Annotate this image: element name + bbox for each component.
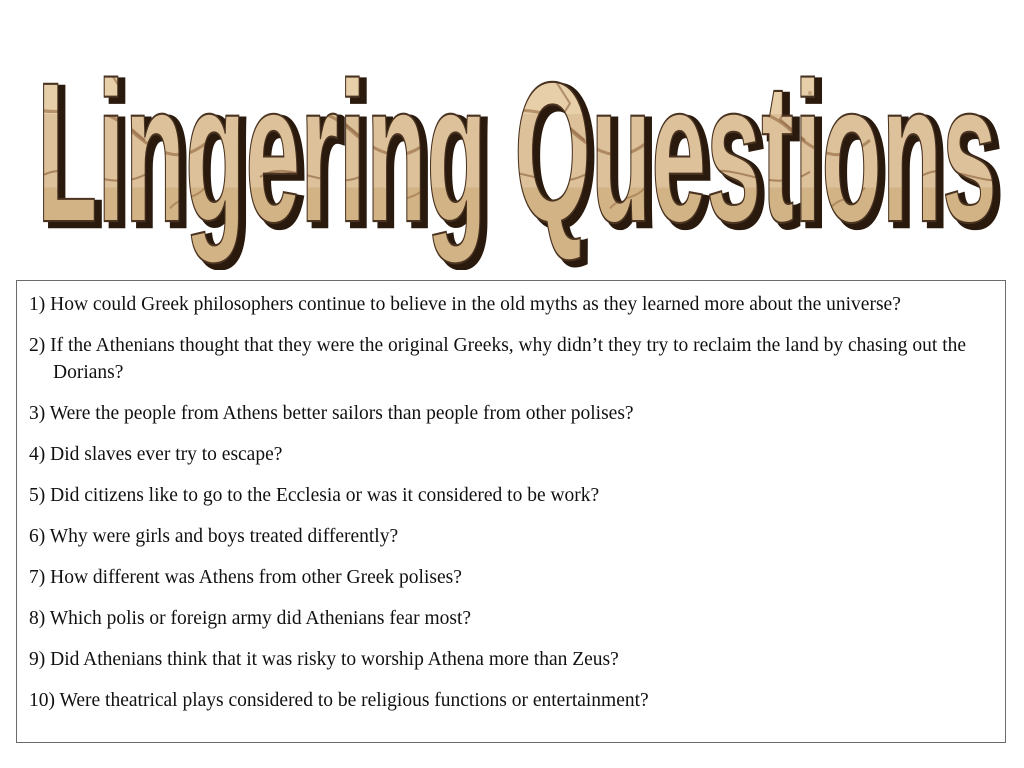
question-number: 5) bbox=[29, 485, 46, 506]
questions-list bbox=[29, 291, 991, 714]
question-item bbox=[29, 332, 991, 386]
question-number: 4) bbox=[29, 444, 46, 465]
question-item bbox=[29, 400, 991, 427]
question-text: How different was Athens from other Greek polises? bbox=[50, 567, 462, 588]
question-text: Did Athenians think that it was risky to worship Athena more than Zeus? bbox=[50, 649, 619, 670]
question-item bbox=[29, 564, 991, 591]
question-item bbox=[29, 646, 991, 673]
question-item bbox=[29, 291, 991, 318]
question-text: Were the people from Athens better sailors than people from other polises? bbox=[49, 403, 634, 424]
title-svg bbox=[0, 30, 1024, 270]
question-text: If the Athenians thought that they were the original Greeks, why didn’t they try to reclaim the land by chasing out the Dorians? bbox=[50, 335, 967, 383]
title-shadow: Lingering Questions bbox=[43, 45, 1004, 269]
question-item bbox=[29, 605, 991, 632]
question-number: 2) bbox=[29, 335, 46, 356]
question-number: 6) bbox=[29, 526, 46, 547]
question-item bbox=[29, 523, 991, 550]
question-text: Did slaves ever try to escape? bbox=[50, 444, 283, 465]
question-text: Did citizens like to go to the Ecclesia or was it considered to be work? bbox=[50, 485, 600, 506]
question-text: Were theatrical plays considered to be religious functions or entertainment? bbox=[59, 690, 649, 711]
question-item bbox=[29, 687, 991, 714]
questions-box bbox=[16, 280, 1006, 743]
question-number: 3) bbox=[29, 403, 46, 424]
question-text: Why were girls and boys treated differently? bbox=[49, 526, 399, 547]
question-number: 10) bbox=[29, 690, 55, 711]
question-item bbox=[29, 441, 991, 468]
question-text: Which polis or foreign army did Athenians fear most? bbox=[49, 608, 472, 629]
question-number: 1) bbox=[29, 294, 46, 315]
question-number: 9) bbox=[29, 649, 46, 670]
question-number: 8) bbox=[29, 608, 46, 629]
question-item bbox=[29, 482, 991, 509]
question-text: How could Greek philosophers continue to believe in the old myths as they learned more about the universe? bbox=[50, 294, 901, 315]
title-wordart bbox=[0, 30, 1024, 270]
page-title: Lingering Questions bbox=[37, 41, 998, 265]
question-number: 7) bbox=[29, 567, 46, 588]
